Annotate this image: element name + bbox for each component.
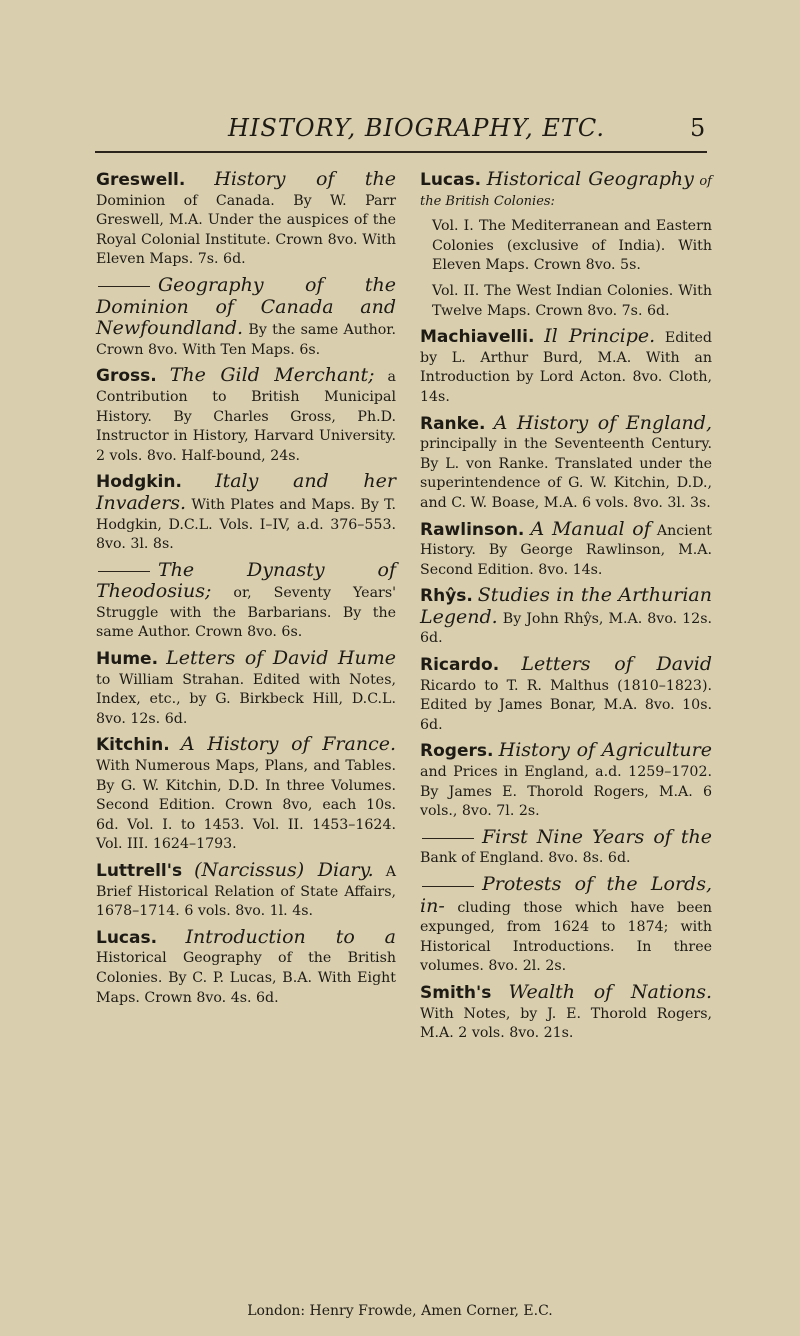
running-title: HISTORY, BIOGRAPHY, ETC.: [228, 114, 605, 142]
catalog-entry: Vol. I. The Mediterranean and Eastern Colonies (exclusive of India). With Eleven Maps. Crown 8vo. 5s.: [432, 218, 712, 274]
catalog-entry: Luttrell's (Narcissus) Diary. A Brief Historical Relation of State Affairs, 1678–1714. 6 vols. 8vo. 1l. 4s.: [96, 859, 396, 920]
page-header: [0, 114, 800, 154]
header-rule: [95, 151, 707, 153]
catalog-entry: First Nine Years of the Bank of England. 8vo. 8s. 6d.: [420, 825, 712, 867]
catalog-entry: Hume. Letters of David Hume to William Strahan. Edited with Notes, Index, etc., by G. Birkbeck Hill, D.C.L. 8vo. 12s. 6d.: [96, 647, 397, 727]
publisher-footer: London: Henry Frowde, Amen Corner, E.C.: [247, 1303, 553, 1319]
left-column: [96, 170, 396, 1014]
catalog-entry: Rogers. History of Agriculture and Prices in England, a.d. 1259–1702. By James E. Thorold Rogers, M.A. 6 vols., 8vo. 7l. 2s.: [420, 739, 712, 820]
catalog-entry: Vol. II. The West Indian Colonies. With Twelve Maps. Crown 8vo. 7s. 6d.: [432, 282, 712, 319]
catalog-entry: Ranke. A History of England, principally in the Seventeenth Century. By L. von Ranke. Translated under the superintendence of G. W. Kitchin, D.D., and C. W. Boase, M.A. 6 vols. 8vo. 3l. 3s.: [420, 411, 712, 511]
catalog-entry: Protests of the Lords, in- cluding those which have been expunged, from 1624 to 1874; with Historical Introductions. In three volumes. 8vo. 2l. 2s.: [420, 873, 713, 975]
catalog-entry: Hodgkin. Italy and her Invaders. With Plates and Maps. By T. Hodgkin, D.C.L. Vols. I–IV, a.d. 376–553. 8vo. 3l. 8s.: [96, 470, 396, 553]
page-number: 5: [690, 114, 706, 142]
right-column: [420, 170, 712, 1050]
catalog-entry: Gross. The Gild Merchant; a Contribution to British Municipal History. By Charles Gross, Ph.D. Instructor in History, Harvard University. 2 vols. 8vo. Half-bound, 24s.: [96, 364, 397, 464]
catalog-entry: Ricardo. Letters of David Ricardo to T. R. Malthus (1810–1823). Edited by James Bonar, M.A. 8vo. 10s. 6d.: [420, 653, 712, 733]
catalog-entry: Lucas. Introduction to a Historical Geography of the British Colonies. By C. P. Lucas, B.A. With Eight Maps. Crown 8vo. 4s. 6d.: [96, 925, 397, 1006]
catalog-entry: Rawlinson. A Manual of Ancient History. By George Rawlinson, M.A. Second Edition. 8vo. 14s.: [420, 517, 713, 578]
catalog-entry: Smith's Wealth of Nations. With Notes, by J. E. Thorold Rogers, M.A. 2 vols. 8vo. 21s.: [420, 980, 712, 1042]
catalog-entry: Kitchin. A History of France. With Numerous Maps, Plans, and Tables. By G. W. Kitchin, D.D. In three Volumes. Second Edition. Crown 8vo, each 10s. 6d. Vol. I. to 1453. Vol. II. 1453–1624. Vol. III. 1624–1793.: [96, 733, 396, 853]
catalog-entry: Rhŷs. Studies in the Arthurian Legend. By John Rhŷs, M.A. 8vo. 12s. 6d.: [420, 584, 712, 647]
catalog-entry: Greswell. History of the Dominion of Canada. By W. Parr Greswell, M.A. Under the auspices of the Royal Colonial Institute. Crown 8vo. With Eleven Maps. 7s. 6d.: [96, 168, 396, 268]
catalog-entry: Machiavelli. Il Principe. Edited by L. Arthur Burd, M.A. With an Introduction by Lord Acton. 8vo. Cloth, 14s.: [420, 325, 712, 405]
catalog-entry: Geography of the Dominion of Canada and Newfoundland. By the same Author. Crown 8vo. With Ten Maps. 6s.: [96, 273, 396, 358]
catalog-entry: Lucas. Historical Geography of the British Colonies:: [420, 168, 712, 209]
catalog-entry: The Dynasty of Theodosius; or, Seventy Years' Struggle with the Barbarians. By the same Author. Crown 8vo. 6s.: [96, 558, 397, 641]
